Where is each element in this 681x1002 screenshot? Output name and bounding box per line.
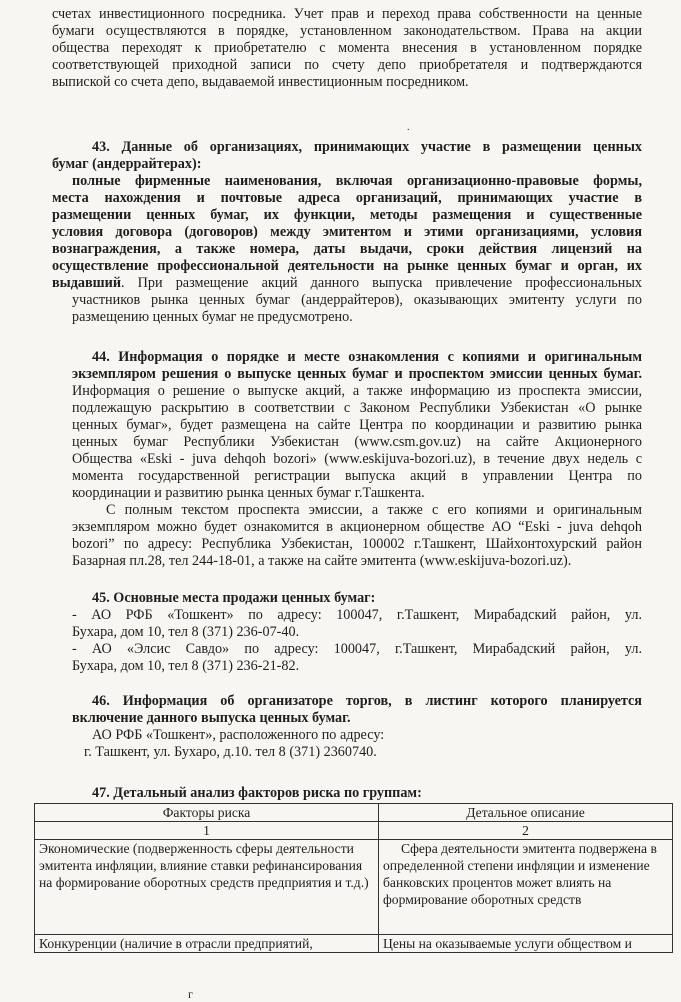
text-line: г. Ташкент, ул. Бухаро, д.10. тел 8 (371) 2360740.	[84, 744, 377, 760]
text-line: ценных бумаг Республики Узбекистан (www.csm.gov.uz) на сайте Акционерного	[72, 434, 642, 450]
table-number-row	[35, 822, 673, 840]
bold-fragment: выдавший	[52, 275, 121, 291]
text-line: Бухара, дом 10, тел 8 (371) 236-21-82.	[72, 658, 300, 674]
section-45-heading: 45. Основные места продажи ценных бумаг:	[92, 590, 376, 606]
text-fragment: . При размещение акций данного выпуска привлечение профессиональных	[121, 275, 642, 291]
column-number: 2	[379, 822, 673, 840]
table-cell: Сфера деятельности эмитента подвержена в определенной степени инфляции и изменение банковских процентов может влиять на формирование оборотных средств	[379, 840, 673, 935]
text-line: подлежащую раскрытию в соответствии с Законом Республики Узбекистан «О рынке	[72, 400, 642, 416]
text-line: Бухара, дом 10, тел 8 (371) 236-07-40.	[72, 624, 300, 640]
stray-dot: .	[407, 122, 410, 133]
text-line: С полным текстом проспекта эмиссии, а также с его копиями и оригинальным	[106, 502, 642, 518]
text-line: размещении ценных бумаг, их функции, методы размещения и существенные	[52, 207, 642, 223]
text-line: bozori” по адресу: Республика Узбекистан, 100002 г.Ташкент, Шайхонтохурский район	[72, 536, 642, 552]
table-cell: Конкуренции (наличие в отрасли предприятий,	[35, 935, 379, 953]
column-number: 1	[35, 822, 379, 840]
section-45	[52, 590, 642, 675]
text-line: момента государственной регистрации выпуска акций в управлении Центра по	[72, 468, 642, 484]
text-line: полные фирменные наименования, включая организационно-правовые формы,	[72, 173, 642, 189]
text-line: - АО РФБ «Тошкент» по адресу: 100047, г.Ташкент, Мирабадский район, ул.	[72, 607, 642, 623]
section-43	[52, 139, 642, 326]
text-line: выпиской со счета депо, выдаваемой инвестиционным посредником.	[52, 74, 469, 90]
text-line: координации и развитию рынка ценных бумаг г.Ташкента.	[72, 485, 425, 501]
section-46-heading: включение данного выпуска ценных бумаг.	[72, 710, 351, 726]
text-line: Базарная пл.28, тел 244-18-01, а также на сайте эмитента (www.eskijuva-bozori.uz).	[72, 553, 572, 569]
text-line: бумаги осуществляются в порядке, установленном законодательством. Права на акции	[52, 23, 642, 39]
table-row	[35, 840, 673, 935]
text-line: размещению ценных бумаг не предусмотрено.	[72, 309, 353, 325]
section-46-heading: 46. Информация об организаторе торгов, в листинг которого планируется	[92, 693, 642, 709]
bottom-mark: г	[188, 987, 193, 1001]
text-line: осуществление профессиональной деятельности на рынке ценных бумаг и орган, их	[52, 258, 642, 274]
section-44-heading: 44. Информация о порядке и месте ознакомления с копиями и оригинальным	[92, 349, 642, 365]
text-line: ценных бумаг», будет размещена на сайте Центра по координации и развитию рынка	[72, 417, 642, 433]
table-cell: Цены на оказываемые услуги обществом и	[379, 935, 673, 953]
text-line: - АО «Элсис Савдо» по адресу: 100047, г.Ташкент, Мирабадский район, ул.	[72, 641, 642, 657]
text-line: соответствующей приходной записи по счету депо приобретателя и подтверждаются	[52, 57, 642, 73]
section-46	[52, 693, 642, 761]
text-line: вознаграждения, а также номера, даты выдачи, сроки действия лицензий на	[52, 241, 642, 257]
section-43-heading: 43. Данные об организациях, принимающих участие в размещении ценных	[92, 139, 642, 155]
text-line: участников рынка ценных бумаг (андеррайтеров), оказывающих эмитенту услуги по	[72, 292, 642, 308]
text-line: Общества «Eski - juva dehqoh bozori» (www.eskijuva-bozori.uz), в течение двух недель с	[72, 451, 642, 467]
intro-paragraph	[52, 6, 642, 91]
risk-table	[34, 803, 673, 953]
table-row	[35, 935, 673, 953]
table-header-row	[35, 804, 673, 822]
section-43-heading: бумаг (андеррайтерах):	[52, 156, 202, 172]
text-line: Информация о решение о выпуске акций, а также информацию из проспекта эмиссии,	[72, 383, 642, 399]
table-cell: Экономические (подверженность сферы деятельности эмитента инфляции, влияние ставки рефинансирования на формирование оборотных средств предприятия и т.д.)	[35, 840, 379, 935]
text-line: общества переходят к приобретателю с момента внесения в установленном порядке	[52, 40, 642, 56]
text-line: условия договора (договоров) между эмитентом и этими организациями, условия	[52, 224, 642, 240]
text-line: АО РФБ «Тошкент», расположенного по адресу:	[92, 727, 385, 743]
text-line: экземпляром можно будет ознакомится в акционерном обществе АО “Eski - juva dehqoh	[72, 519, 642, 535]
section-47-heading: 47. Детальный анализ факторов риска по группам:	[92, 785, 422, 801]
text-line	[52, 275, 642, 292]
section-47	[92, 785, 642, 802]
section-44	[52, 349, 642, 570]
text-line: места нахождения и почтовые адреса организаций, принимающих участие в	[52, 190, 642, 206]
text-line: счетах инвестиционного посредника. Учет прав и переход права собственности на ценные	[52, 6, 642, 22]
column-header: Детальное описание	[379, 804, 673, 822]
column-header: Факторы риска	[35, 804, 379, 822]
section-44-heading: экземпляром решения о выпуске ценных бумаг и проспектом эмиссии ценных бумаг.	[72, 366, 642, 382]
